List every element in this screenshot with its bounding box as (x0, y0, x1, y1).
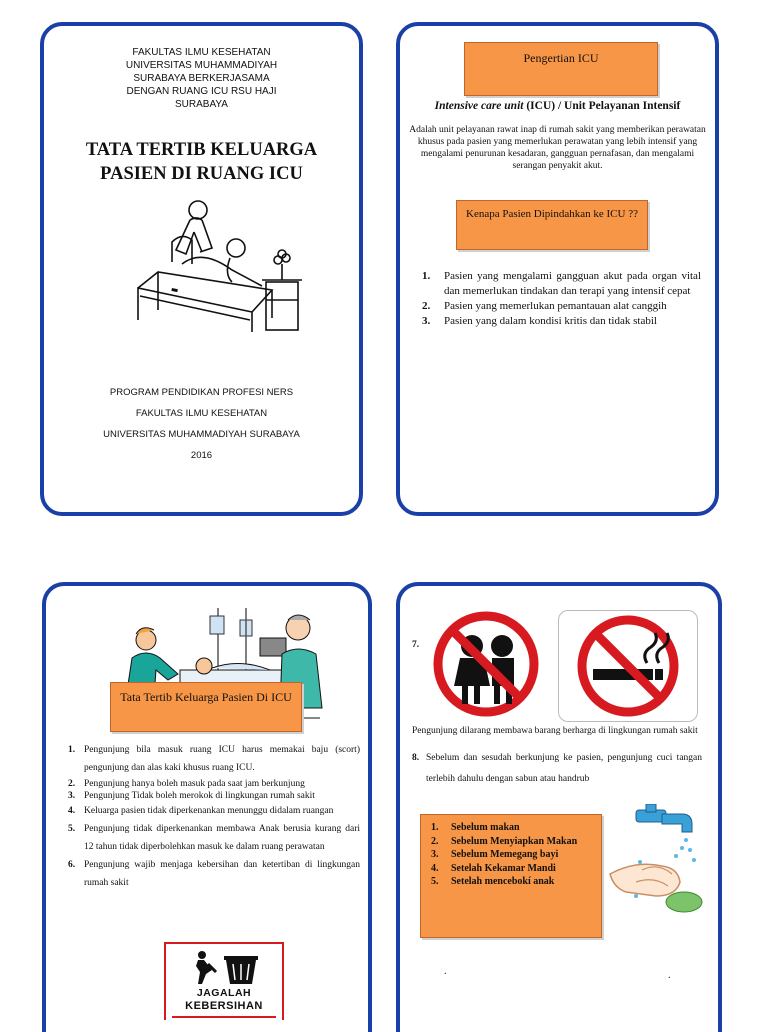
list-item: 2. Pengunjung hanya boleh masuk pada saat jam berkunjung (68, 779, 305, 789)
handwash-moments-list (431, 821, 593, 889)
rules-list (68, 741, 360, 892)
list-item-text: Pasien yang dalam kondisi kritis dan tidak stabil (444, 315, 657, 327)
list-item-text: Sebelum makan (451, 822, 520, 833)
rules-panel (42, 582, 372, 1032)
list-item-text: Pengunjung wajib menjaga kebersihan dan ketertiban di lingkungan rumah sakit (84, 860, 360, 888)
header-line: DENGAN RUANG ICU RSU HAJI (126, 86, 277, 97)
list-item: 1. Pengunjung bila masuk ruang ICU harus memakai baju (scort) pengunjung dan alas kaki khusus ruang ICU. (68, 745, 360, 773)
list-item: 5. Pengunjung tidak diperkenankan membawa Anak berusia kurang dari 12 tahun tidak diperbolehkan masuk ke dalam ruang perawatan (68, 824, 360, 852)
list-item: 5. Setelah mencebokí anak (431, 876, 555, 887)
institution-header (44, 46, 359, 111)
list-item-text: Pengunjung tidak diperkenankan membawa Anak berusia kurang dari 12 tahun tidak diperbolehkan masuk ke dalam ruang perawatan (84, 824, 360, 852)
handwash-moments-box (420, 814, 602, 938)
list-item-text: Keluarga pasien tidak diperkenankan menunggu didalam ruangan (84, 806, 334, 816)
item-8-text: Sebelum dan sesudah berkunjung ke pasien, pengunjung cuci tangan terlebih dahulu dengan sabun atau handrub (426, 753, 702, 784)
program-info (44, 382, 359, 466)
list-item: 1. Sebelum makan (431, 822, 520, 833)
icu-definition-term (400, 100, 715, 112)
keep-clean-line2: KEBERSIHAN (185, 1000, 263, 1012)
list-item-text: Setelah Kekamar Mandi (451, 862, 556, 874)
list-item: 4. Keluarga pasien tidak diperkenankan menunggu didalam ruangan (68, 806, 334, 816)
list-item: 1. Pasien yang mengalami gangguan akut pada organ vital dan memerlukan tindakan dan terapi yang intensif cepat (422, 270, 701, 297)
icu-definition-paragraph: Adalah unit pelayanan rawat inap di rumah sakit yang memberikan perawatan khusus pada pasien yang memerlukan perawatan yang lebih intensif yang mengalami penurunan kesadaran, gangguan pernafasan, dan mengalami serangan penyakit akut. (409, 125, 706, 171)
list-item: 3. Sebelum Memegang bayi (431, 849, 559, 860)
university-name: UNIVERSITAS MUHAMMADIYAH SURABAYA (103, 429, 300, 440)
heading-text: Kenapa Pasien Dipindahkan ke ICU ?? (466, 208, 638, 220)
list-item-text: Sebelum Menyiapkan Makan (451, 835, 578, 847)
program-name: PROGRAM PENDIDIKAN PROFESI NERS (109, 387, 294, 398)
icu-definition-heading (464, 42, 658, 96)
transfer-reason-heading (456, 200, 648, 250)
footer-dot-left: . (444, 966, 447, 977)
rules-continued-panel (396, 582, 722, 1032)
list-item: 6. Pengunjung wajib menjaga kebersihan dan ketertiban di lingkungan rumah sakit (68, 860, 360, 888)
list-item-text: Setelah mencebokí anak (451, 876, 555, 887)
no-smoking-icon (559, 611, 697, 721)
header-line: FAKULTAS ILMU KESEHATAN (132, 47, 271, 58)
cover-panel (40, 22, 363, 516)
rules-heading (110, 682, 302, 732)
list-item: 3. Pengunjung Tidak boleh merokok di lingkungan rumah sakit (68, 791, 315, 801)
list-item: 2. Sebelum Menyiapkan Makan (431, 835, 578, 847)
item-8 (412, 748, 702, 790)
term-italic: Intensive care unit (434, 100, 524, 112)
list-item-text: Sebelum Memegang bayi (451, 849, 559, 860)
header-line: SURABAYA BERKERJASAMA (133, 73, 270, 84)
item-7-number: 7. (412, 640, 420, 650)
item-7-text: Pengunjung dilarang membawa barang berharga di lingkungan rumah sakit (412, 726, 698, 736)
hospital-bed-illustration (132, 192, 308, 336)
list-item: 3. Pasien yang dalam kondisi kritis dan tidak stabil (422, 315, 657, 327)
no-smoking-sign (558, 610, 698, 722)
list-item-text: Pengunjung bila masuk ruang ICU harus memakai baju (scort) pengunjung dan alas kaki khusus ruang ICU. (84, 745, 360, 773)
handwashing-icon (606, 804, 708, 916)
list-item-text: Pasien yang memerlukan pemantauan alat canggih (444, 300, 667, 312)
header-line: SURABAYA (175, 99, 228, 110)
list-item-text: Pengunjung hanya boleh masuk pada saat jam berkunjung (84, 779, 305, 789)
faculty-name: FAKULTAS ILMU KESEHATAN (135, 408, 268, 419)
title-line: TATA TERTIB KELUARGA (85, 140, 318, 160)
definition-panel (396, 22, 719, 516)
list-item: 2. Pasien yang memerlukan pemantauan alat canggih (422, 300, 667, 312)
keep-clean-line1: JAGALAH (196, 987, 252, 999)
title-line: PASIEN DI RUANG ICU (100, 164, 303, 184)
item-8-number: 8. (412, 753, 420, 763)
page-title (44, 138, 359, 186)
footer-dot-right: . (668, 970, 671, 981)
list-item: 4. Setelah Kekamar Mandi (431, 862, 556, 874)
year: 2016 (190, 450, 213, 461)
transfer-reasons-list (422, 269, 701, 329)
heading-text: Tata Tertib Keluarga Pasien Di ICU (120, 690, 292, 704)
list-item-text: Pengunjung Tidak boleh merokok di lingkungan rumah sakit (84, 791, 315, 801)
term-rest: (ICU) / Unit Pelayanan Intensif (523, 100, 681, 112)
trash-bin-icon (190, 950, 262, 984)
heading-text: Pengertian ICU (523, 51, 599, 65)
sign-underline (172, 1016, 276, 1018)
list-item-text: Pasien yang mengalami gangguan akut pada organ vital dan memerlukan tindakan dan terapi yang intensif cepat (444, 270, 701, 297)
header-line: UNIVERSITAS MUHAMMADIYAH (125, 60, 278, 71)
no-children-sign-icon (430, 608, 542, 720)
keep-clean-sign (164, 942, 284, 1020)
